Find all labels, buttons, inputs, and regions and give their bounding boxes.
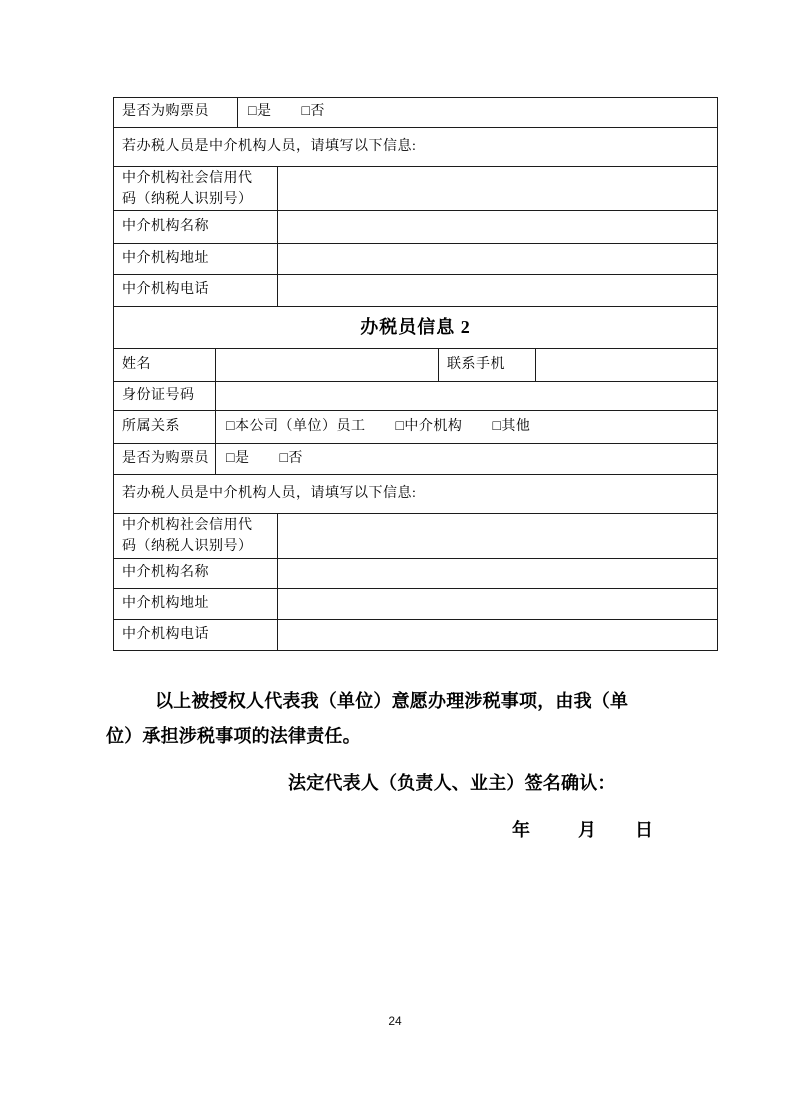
- table-row-agency-phone-2: [114, 620, 717, 650]
- table-row-name: [114, 349, 717, 382]
- agency-address-value-cell: [278, 589, 717, 619]
- table-row-intermediary-note-2: [114, 475, 717, 514]
- relationship-options: [216, 411, 717, 443]
- ticket-buyer-options: [238, 98, 717, 127]
- intermediary-note: 若办税人员是中介机构人员，请填写以下信息:: [122, 485, 417, 501]
- credit-code-label: [114, 514, 278, 558]
- checkbox-no: □否: [279, 450, 303, 466]
- credit-code-value-cell: [278, 167, 717, 210]
- id-number-label: 身份证号码: [114, 382, 216, 410]
- agency-address-value-cell: [278, 244, 717, 274]
- ticket-buyer-label: 是否为购票员: [114, 98, 238, 127]
- table-row-credit-code-1: [114, 167, 717, 211]
- credit-code-label-line1: 中介机构社会信用代: [122, 170, 253, 186]
- agency-name-label: 中介机构名称: [114, 559, 278, 588]
- table-row-relationship: [114, 411, 717, 444]
- statement-line-2: 位）承担涉税事项的法律责任。: [106, 726, 361, 746]
- table-row-ticket-buyer-2: [114, 444, 717, 475]
- agency-name-label: 中介机构名称: [114, 211, 278, 243]
- name-value-cell: [216, 349, 439, 381]
- page-number: 24: [388, 1014, 402, 1028]
- agency-phone-value-cell: [278, 275, 717, 306]
- date-year-label: 年: [512, 820, 530, 840]
- agency-phone-value-cell: [278, 620, 717, 650]
- date-day-label: 日: [635, 820, 653, 840]
- intermediary-note: 若办税人员是中介机构人员，请填写以下信息:: [122, 138, 417, 154]
- table-row-ticket-buyer-1: [114, 98, 717, 128]
- credit-code-label-line2: 码（纳税人识别号）: [122, 191, 253, 207]
- agency-name-value-cell: [278, 559, 717, 588]
- table-row-agency-name-2: [114, 559, 717, 589]
- name-label: 姓名: [114, 349, 216, 381]
- mobile-value-cell: [536, 349, 717, 381]
- tax-agent-form-table: [113, 97, 718, 651]
- signature-confirmation-label: 法定代表人（负责人、业主）签名确认：: [288, 773, 616, 793]
- ticket-buyer-options: [216, 444, 717, 474]
- credit-code-label-line2: 码（纳税人识别号）: [122, 539, 253, 554]
- date-month-label: 月: [578, 820, 596, 840]
- agency-address-label: 中介机构地址: [114, 589, 278, 619]
- statement-line-1: 以上被授权人代表我（单位）意愿办理涉税事项，由我（单: [155, 691, 629, 711]
- credit-code-label: [114, 167, 278, 210]
- checkbox-company-employee: □本公司（单位）员工: [226, 418, 366, 434]
- id-number-value-cell: [216, 382, 717, 410]
- table-row-agency-phone-1: [114, 275, 717, 307]
- checkbox-intermediary: □中介机构: [395, 418, 463, 434]
- checkbox-yes: □是: [248, 104, 272, 120]
- agency-phone-label: 中介机构电话: [114, 620, 278, 650]
- relationship-label: 所属关系: [114, 411, 216, 443]
- ticket-buyer-label: 是否为购票员: [114, 444, 216, 474]
- table-row-section-title: [114, 307, 717, 349]
- table-row-intermediary-note-1: [114, 128, 717, 167]
- agency-name-value-cell: [278, 211, 717, 243]
- mobile-label: 联系手机: [439, 349, 536, 381]
- agency-address-label: 中介机构地址: [114, 244, 278, 274]
- table-row-id-number: [114, 382, 717, 411]
- section-title: 办税员信息 2: [360, 317, 471, 338]
- checkbox-other: □其他: [492, 418, 531, 434]
- table-row-agency-address-2: [114, 589, 717, 620]
- table-row-agency-name-1: [114, 211, 717, 244]
- table-row-agency-address-1: [114, 244, 717, 275]
- credit-code-value-cell: [278, 514, 717, 558]
- agency-phone-label: 中介机构电话: [114, 275, 278, 306]
- checkbox-yes: □是: [226, 450, 250, 466]
- checkbox-no: □否: [301, 104, 325, 120]
- table-row-credit-code-2: [114, 514, 717, 559]
- credit-code-label-line1: 中介机构社会信用代: [122, 518, 253, 533]
